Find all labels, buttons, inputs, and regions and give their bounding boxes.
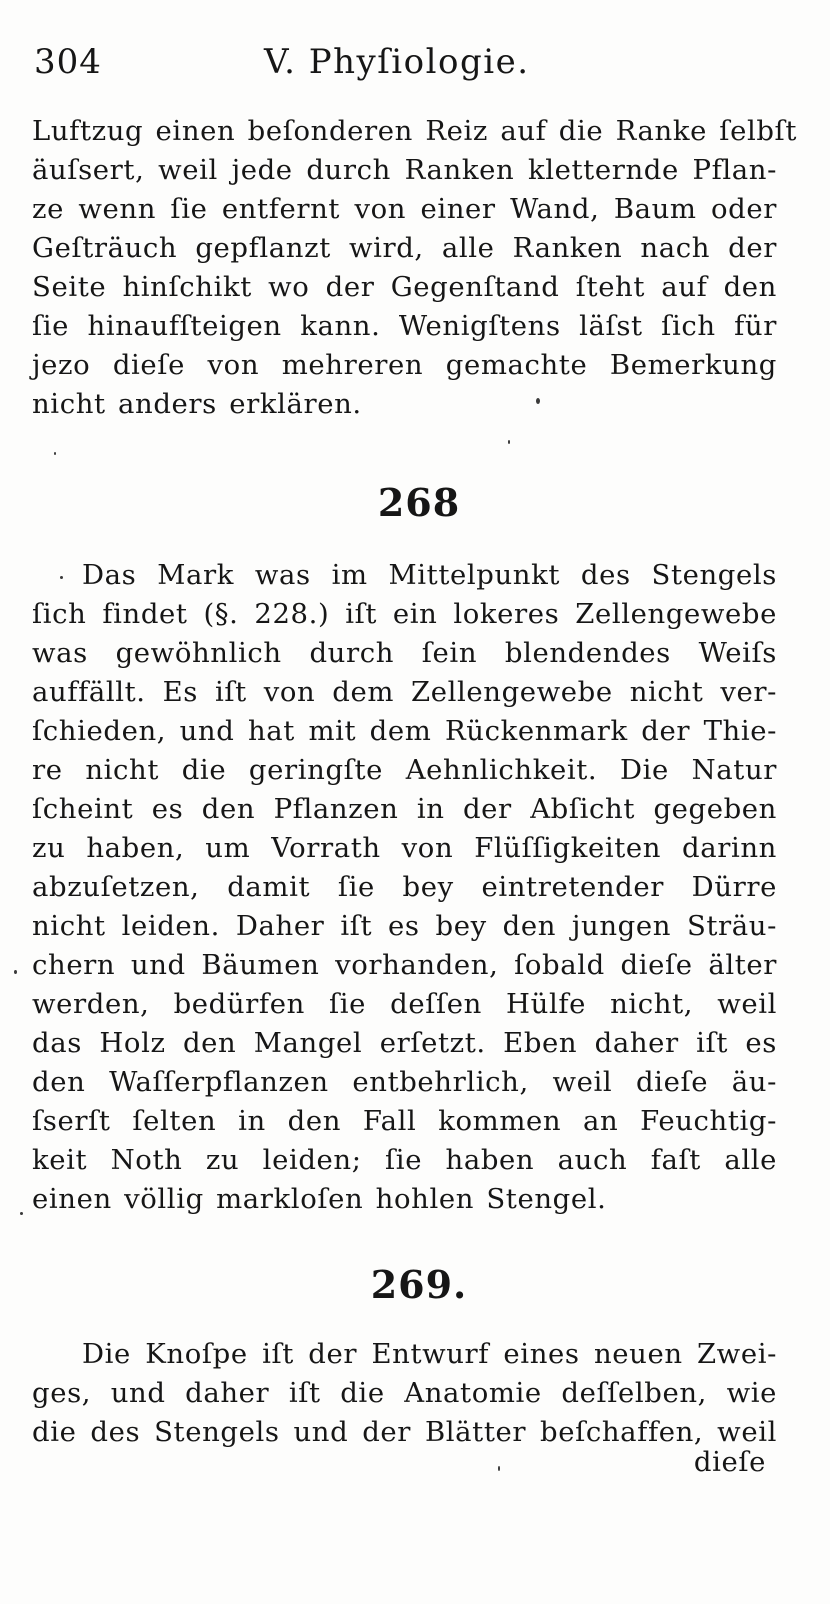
text-line: ze wenn ſie entfernt von einer Wand, Baum oder (32, 193, 777, 225)
text-line: abzuſetzen, damit ſie bey eintretender Dürre (32, 871, 777, 903)
text-line: ges, und daher iſt die Anatomie deſſelben, wie (32, 1377, 777, 1409)
paragraph-section-268 (32, 556, 777, 1219)
text-line: re nicht die geringſte Aehnlichkeit. Die Natur (32, 754, 777, 786)
text-line: Geſträuch gepflanzt wird, alle Ranken nach der (32, 232, 777, 264)
text-line: nicht leiden. Daher iſt es bey den jungen Sträu- (32, 910, 777, 942)
ink-speck (536, 398, 540, 404)
text-line: ſserſt ſelten in den Fall kommen an Feuchtig- (32, 1105, 777, 1137)
text-line: Die Knoſpe iſt der Entwurf eines neuen Zwei- (82, 1338, 777, 1370)
text-line: ſchieden, und hat mit dem Rückenmark der Thie- (32, 715, 777, 747)
section-number: 268 (377, 480, 461, 525)
text-line: ſie hinaufſteigen kann. Wenigſtens läſst ſich für (32, 310, 777, 342)
text-line: zu haben, um Vorrath von Flüſſigkeiten darinn (32, 832, 777, 864)
page-number: 304 (34, 42, 102, 82)
text-line: Das Mark was im Mittelpunkt des Stengels (82, 559, 777, 591)
text-line: die des Stengels und der Blätter beſchaffen, weil (32, 1416, 777, 1448)
catchword: dieſe (693, 1446, 766, 1478)
text-line: den Waſſerpflanzen entbehrlich, weil dieſe äu- (32, 1066, 777, 1098)
ink-speck (60, 576, 63, 579)
text-line: werden, bedürfen ſie deſſen Hülfe nicht, weil (32, 988, 777, 1020)
ink-speck (20, 1212, 23, 1215)
ink-speck (508, 440, 510, 444)
section-number: 269. (370, 1262, 468, 1307)
page-header (34, 42, 794, 90)
paragraph-continued (32, 112, 797, 424)
paragraph-section-269 (32, 1335, 777, 1452)
ink-speck (498, 1466, 500, 1471)
text-line: das Holz den Mangel erſetzt. Eben daher iſt es (32, 1027, 777, 1059)
text-line: chern und Bäumen vorhanden, ſobald dieſe älter (32, 949, 777, 981)
text-line: ſich findet (§. 228.) iſt ein lokeres Zellengewebe (32, 598, 777, 630)
text-line: auffällt. Es iſt von dem Zellengewebe nicht ver- (32, 676, 777, 708)
text-line: keit Noth zu leiden; ſie haben auch faſt alle (32, 1144, 777, 1176)
running-title: V. Phyſiologie. (264, 42, 530, 82)
text-line: einen völlig markloſen hohlen Stengel. (32, 1183, 607, 1215)
text-line: Seite hinſchikt wo der Gegenſtand ſteht auf den (32, 271, 777, 303)
ink-speck (14, 970, 17, 974)
text-line: jezo dieſe von mehreren gemachte Bemerkung (32, 349, 777, 381)
text-line: ſcheint es den Pflanzen in der Abſicht gegeben (32, 793, 777, 825)
ink-speck (54, 452, 56, 455)
text-line: Luftzug einen beſonderen Reiz auf die Ranke ſelbſt (32, 115, 797, 147)
text-line: nicht anders erklären. (32, 388, 362, 420)
text-line: äuſsert, weil jede durch Ranken kletternde Pflan- (32, 154, 777, 186)
text-line: was gewöhnlich durch ſein blendendes Weiſs (32, 637, 777, 669)
